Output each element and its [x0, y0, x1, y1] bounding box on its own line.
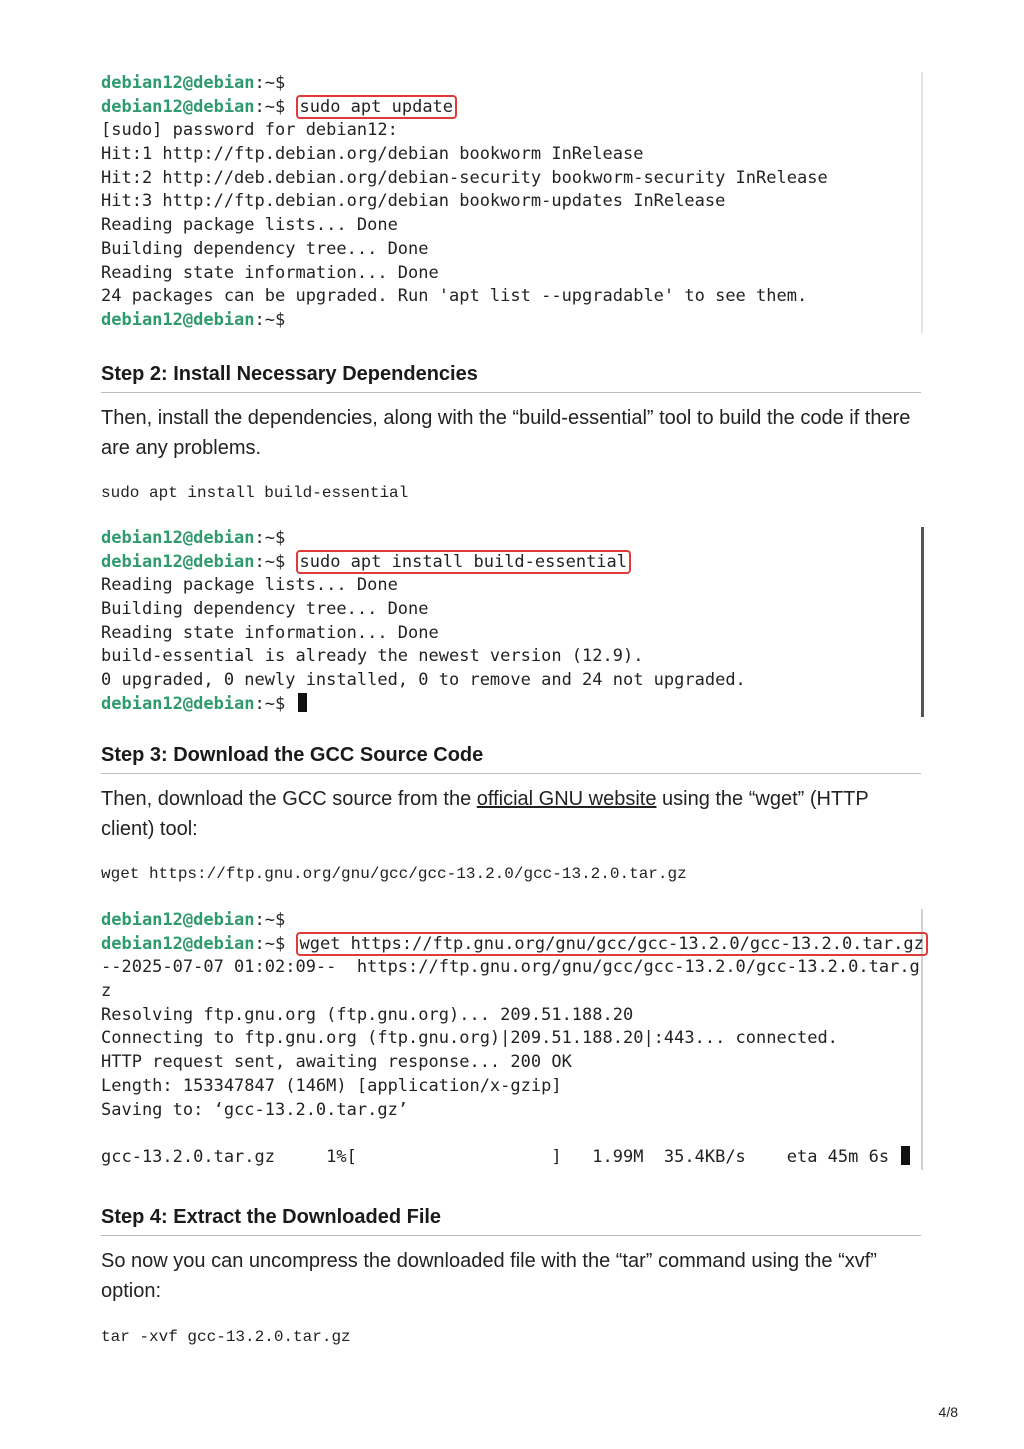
terminal-output-line: Connecting to ftp.gnu.org (ftp.gnu.org)|209.51.188.20|:443... connected. — [101, 1028, 838, 1049]
step-3-text-after: using the “wget” (HTTP client) tool: — [101, 788, 869, 840]
official-gnu-website-link[interactable]: official GNU website — [476, 788, 657, 810]
step-4-description: So now you can uncompress the downloaded file with the “tar” command using the “xvf” option: — [101, 1250, 877, 1302]
highlighted-command: sudo apt update — [296, 95, 458, 119]
step-3-description — [101, 784, 921, 844]
terminal-output-line: Building dependency tree... Done — [101, 599, 429, 620]
step-4-heading: Step 4: Extract the Downloaded File — [101, 1206, 921, 1236]
terminal-output-line: Reading package lists... Done — [101, 215, 398, 236]
terminal-output-line: Reading state information... Done — [101, 262, 439, 283]
step-3-code: wget https://ftp.gnu.org/gnu/gcc/gcc-13.2.0/gcc-13.2.0.tar.gz — [101, 865, 687, 883]
terminal-prompt-suffix: :~$ — [254, 693, 286, 714]
terminal-prompt-line — [101, 693, 921, 717]
terminal-output-line: z — [101, 981, 112, 1002]
terminal-prompt: debian12@debian — [101, 528, 255, 548]
step-3-text-before: Then, download the GCC source from the — [101, 788, 477, 810]
terminal-prompt: debian12@debian — [101, 551, 255, 572]
terminal-output-line — [101, 1122, 921, 1146]
terminal-command-line — [101, 96, 921, 120]
terminal-output-line: Saving to: ‘gcc-13.2.0.tar.gz’ — [101, 1099, 409, 1120]
terminal-prompt-line — [101, 72, 921, 96]
step-4-code: tar -xvf gcc-13.2.0.tar.gz — [101, 1328, 351, 1346]
terminal-output-line: Reading package lists... Done — [101, 575, 398, 596]
terminal-output-line: --2025-07-07 01:02:09-- https://ftp.gnu.org/gnu/gcc/gcc-13.2.0/gcc-13.2.0.tar.g — [101, 957, 920, 978]
terminal-screenshot-wget — [101, 909, 923, 1170]
terminal-prompt-suffix: :~$ — [254, 551, 286, 572]
terminal-prompt: debian12@debian — [101, 933, 255, 954]
step-2-code: sudo apt install build-essential — [101, 484, 409, 502]
terminal-cursor — [901, 1146, 910, 1165]
terminal-screenshot-apt-update — [101, 72, 923, 333]
terminal-output-line: [sudo] password for debian12: — [101, 120, 398, 141]
terminal-prompt-suffix: :~$ — [254, 910, 286, 930]
terminal-prompt: debian12@debian — [101, 96, 255, 117]
terminal-prompt-line — [101, 309, 921, 333]
terminal-output-line: Resolving ftp.gnu.org (ftp.gnu.org)... 209.51.188.20 — [101, 1004, 634, 1025]
terminal-prompt: debian12@debian — [101, 910, 255, 930]
step-3-heading: Step 3: Download the GCC Source Code — [101, 744, 921, 774]
terminal-screenshot-install-build-essential — [101, 527, 924, 717]
terminal-output-line: build-essential is already the newest version (12.9). — [101, 646, 644, 667]
download-progress: gcc-13.2.0.tar.gz 1%[ ] 1.99M 35.4KB/s eta 45m 6s — [101, 1146, 890, 1167]
terminal-output-line: 0 upgraded, 0 newly installed, 0 to remove and 24 not upgraded. — [101, 670, 746, 691]
highlighted-command: sudo apt install build-essential — [296, 550, 632, 574]
terminal-prompt-suffix: :~$ — [254, 528, 286, 548]
terminal-prompt-suffix: :~$ — [254, 933, 286, 954]
page-number: 4/8 — [938, 1404, 958, 1420]
terminal-prompt-line — [101, 527, 921, 551]
terminal-prompt-suffix: :~$ — [254, 73, 286, 93]
terminal-prompt-suffix: :~$ — [254, 96, 286, 117]
terminal-output-line: Hit:1 http://ftp.debian.org/debian bookworm InRelease — [101, 144, 644, 165]
terminal-command-line — [101, 551, 921, 575]
highlighted-command: wget https://ftp.gnu.org/gnu/gcc/gcc-13.2.0/gcc-13.2.0.tar.gz — [296, 932, 928, 956]
terminal-output-line: HTTP request sent, awaiting response... 200 OK — [101, 1052, 572, 1073]
terminal-output-line: Length: 153347847 (146M) [application/x-gzip] — [101, 1075, 562, 1096]
terminal-prompt: debian12@debian — [101, 73, 255, 93]
terminal-cursor — [298, 693, 307, 712]
terminal-prompt: debian12@debian — [101, 693, 255, 714]
terminal-prompt-line — [101, 909, 921, 933]
terminal-output-line: Reading state information... Done — [101, 622, 439, 643]
step-2-description: Then, install the dependencies, along with the “build-essential” tool to build the code if there are any problems. — [101, 407, 911, 459]
terminal-output-line: Building dependency tree... Done — [101, 238, 429, 259]
terminal-output-line: Hit:3 http://ftp.debian.org/debian bookworm-updates InRelease — [101, 191, 726, 212]
terminal-output-line: 24 packages can be upgraded. Run 'apt list --upgradable' to see them. — [101, 286, 808, 307]
terminal-prompt-suffix: :~$ — [254, 309, 286, 330]
terminal-progress-line — [101, 1146, 921, 1170]
terminal-prompt: debian12@debian — [101, 309, 255, 330]
step-2-heading: Step 2: Install Necessary Dependencies — [101, 363, 921, 393]
terminal-output-line: Hit:2 http://deb.debian.org/debian-security bookworm-security InRelease — [101, 167, 828, 188]
terminal-command-line — [101, 933, 924, 957]
